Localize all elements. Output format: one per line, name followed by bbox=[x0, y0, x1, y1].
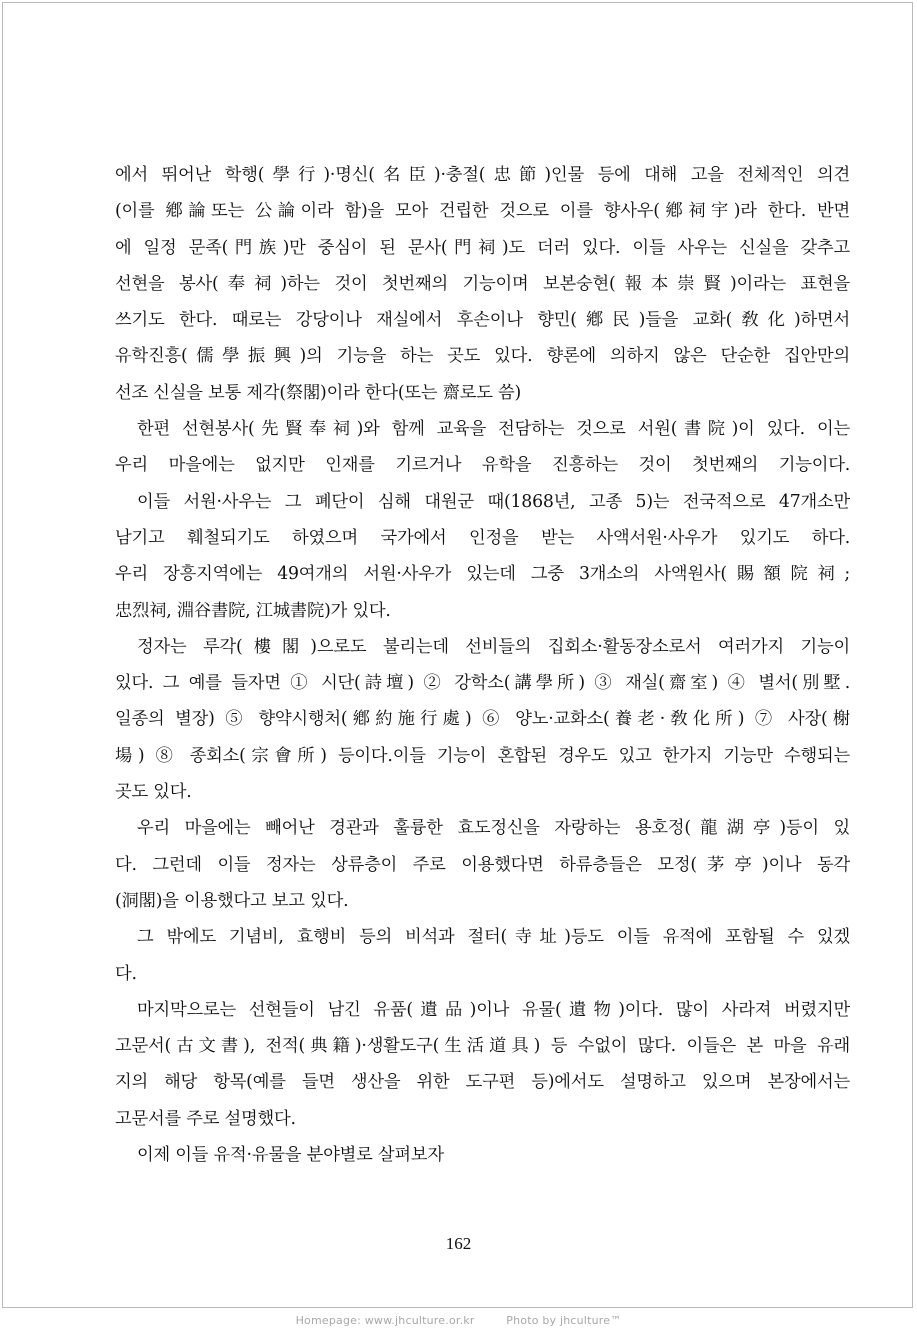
text-line: 선조 신실을 보통 제각(祭閣)이라 한다(또는 齋로도 씀) bbox=[115, 382, 522, 403]
text-line: 우리 마을에는 없지만 인재를 기르거나 유학을 진흥하는 것이 첫번째의 기능이다. bbox=[115, 455, 850, 476]
footer bbox=[0, 1314, 917, 1332]
text-line: 일종의 별장) ⑤ 향약시행처(鄕約施行處) ⑥ 양노·교화소(養老·敎化所) ⑦ 사장(榭 bbox=[115, 709, 850, 730]
text-line: 이제 이들 유적·유물을 분야별로 살펴보자 bbox=[137, 1145, 444, 1166]
text-line: 고문서를 주로 설명했다. bbox=[115, 1108, 296, 1129]
text-line: 남기고 훼철되기도 하였으며 국가에서 인정을 받는 사액서원·사우가 있기도 하다. bbox=[115, 527, 850, 548]
text-line: 에서 뛰어난 학행(學行)·명신(名臣)·충절(忠節)인물 등에 대해 고을 전체적인 의견 bbox=[115, 165, 850, 185]
footer-homepage: Homepage: www.jhculture.or.kr bbox=[295, 1314, 475, 1327]
text-line: 그 밖에도 기념비, 효행비 등의 비석과 절터(寺址)등도 이들 유적에 포함될 수 있겠 bbox=[137, 927, 850, 948]
page-number: 162 bbox=[445, 1234, 472, 1253]
text-line: 유학진흥(儒學振興)의 기능을 하는 곳도 있다. 향론에 의하지 않은 단순한 집안만의 bbox=[115, 346, 850, 367]
footer-photo-credit: Photo by jhculture™ bbox=[506, 1314, 622, 1327]
text-line: 다. 그런데 이들 정자는 상류층이 주로 이용했다면 하류층들은 모정(茅亭)이나 동각 bbox=[115, 854, 850, 875]
text-line: 마지막으로는 선현들이 남긴 유품(遺品)이나 유물(遺物)이다. 많이 사라져 버렸지만 bbox=[137, 999, 850, 1020]
text-line: 場) ⑧ 종회소(宗會所) 등이다.이들 기능이 혼합된 경우도 있고 한가지 기능만 수행되는 bbox=[115, 745, 850, 766]
text-line: 곳도 있다. bbox=[115, 782, 192, 803]
body-text bbox=[115, 157, 850, 1173]
text-line: 쓰기도 한다. 때로는 강당이나 재실에서 후손이나 향민(鄕民)들을 교화(敎化)하면서 bbox=[115, 310, 850, 331]
text-line: 우리 마을에는 빼어난 경관과 훌륭한 효도정신을 자랑하는 용호정(龍湖亭)등이 있 bbox=[137, 818, 850, 839]
text-line: 에 일정 문족(門族)만 중심이 된 문사(門祠)도 더러 있다. 이들 사우는 신실을 갖추고 bbox=[115, 237, 850, 258]
text-line: 한편 선현봉사(先賢奉祠)와 함께 교육을 전담하는 것으로 서원(書院)이 있다. 이는 bbox=[137, 419, 850, 440]
text-line: 우리 장흥지역에는 49여개의 서원·사우가 있는데 그중 3개소의 사액원사(賜額院祠; bbox=[115, 564, 850, 585]
text-line: 정자는 루각(樓閣)으로도 불리는데 선비들의 집회소·활동장소로서 여러가지 기능이 bbox=[137, 636, 850, 657]
text-line: 있다. 그 예를 들자면 ① 시단(詩壇) ② 강학소(講學所) ③ 재실(齋室) ④ 별서(別墅. bbox=[115, 673, 850, 694]
text-line: 忠烈祠, 淵谷書院, 江城書院)가 있다. bbox=[115, 600, 391, 621]
text-line: (이를 鄕論또는 公論이라 함)을 모아 건립한 것으로 이를 향사우(鄕祠宇)라 한다. 반면 bbox=[115, 201, 850, 222]
text-line: (洞閣)을 이용했다고 보고 있다. bbox=[115, 890, 349, 911]
text-line: 선현을 봉사(奉祠)하는 것이 첫번째의 기능이며 보본숭현(報本崇賢)이라는 표현을 bbox=[115, 273, 850, 294]
text-line: 이들 서원·사우는 그 폐단이 심해 대원군 때(1868년, 고종 5)는 전국적으로 47개소만 bbox=[137, 491, 850, 512]
text-line: 고문서(古文書), 전적(典籍)·생활도구(生活道具) 등 수없이 많다. 이들은 본 마을 유래 bbox=[115, 1036, 850, 1057]
text-line: 지의 해당 항목(예를 들면 생산을 위한 도구편 등)에서도 설명하고 있으며 본장에서는 bbox=[115, 1072, 850, 1093]
text-line: 다. bbox=[115, 963, 137, 984]
